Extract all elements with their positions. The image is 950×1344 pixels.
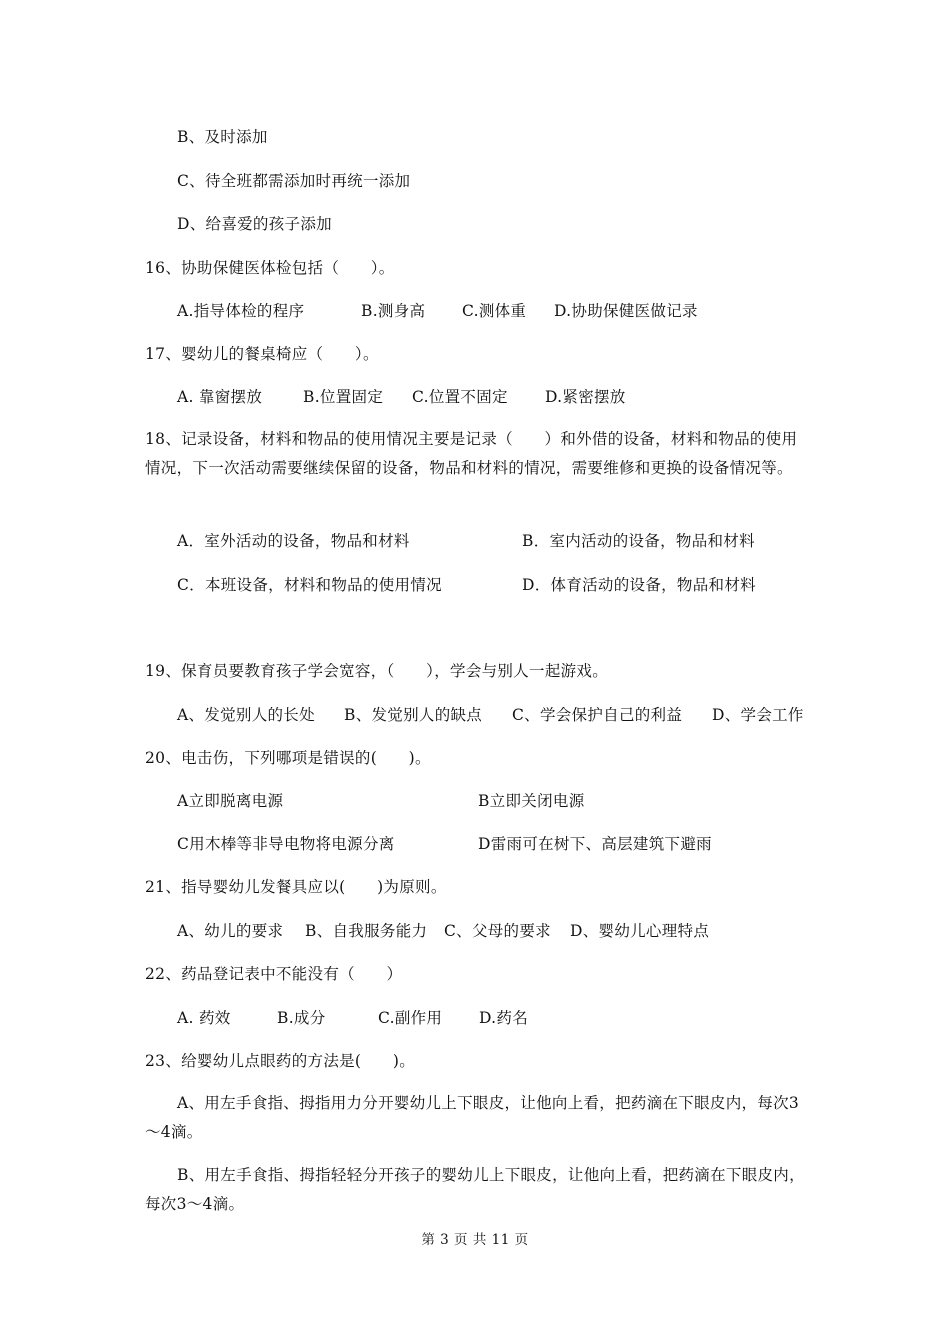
- page-footer: 第 3 页 共 11 页: [421, 1232, 529, 1248]
- q20-option-a: A立即脱离电源: [177, 792, 284, 810]
- q18-option-d: D．体育活动的设备，物品和材料: [522, 576, 756, 594]
- q15-option-b: B、及时添加: [177, 128, 268, 146]
- q18-stem: 18、记录设备，材料和物品的使用情况主要是记录（ ）和外借的设备，材料和物品的使用情况，下一次活动需要继续保留的设备，物品和材料的情况，需要维修和更换的设备情况等。: [145, 430, 798, 477]
- q19-stem: 19、保育员要教育孩子学会宽容，（ ），学会与别人一起游戏。: [145, 662, 609, 680]
- q19-option-c: C、学会保护自己的利益: [512, 706, 683, 724]
- q21-option-a: A、幼儿的要求: [177, 922, 284, 940]
- q20-option-d: D雷雨可在树下、高层建筑下避雨: [478, 835, 712, 853]
- q22-option-b: B.成分: [277, 1009, 326, 1027]
- q16-option-a: A.指导体检的程序: [177, 302, 305, 320]
- q18-option-a: A．室外活动的设备，物品和材料: [177, 532, 410, 550]
- q16-option-c: C.测体重: [462, 302, 527, 320]
- q23-option-b: B、用左手食指、拇指轻轻分开孩子的婴幼儿上下眼皮，让他向上看，把药滴在下眼皮内，每次3～4滴。: [145, 1166, 805, 1213]
- q20-stem: 20、电击伤，下列哪项是错误的( )。: [145, 749, 431, 767]
- q23-stem: 23、给婴幼儿点眼药的方法是( )。: [145, 1052, 416, 1070]
- q22-option-d: D.药名: [479, 1009, 529, 1027]
- q17-option-b: B.位置固定: [303, 388, 384, 406]
- q22-option-c: C.副作用: [378, 1009, 443, 1027]
- q19-option-d: D、学会工作: [712, 706, 804, 724]
- q17-option-d: D.紧密摆放: [545, 388, 626, 406]
- q21-option-d: D、婴幼儿心理特点: [570, 922, 710, 940]
- q20-option-c: C用木棒等非导电物将电源分离: [177, 835, 395, 853]
- q20-option-b: B立即关闭电源: [478, 792, 585, 810]
- q15-option-c: C、待全班都需添加时再统一添加: [177, 172, 411, 190]
- q23-option-a: A、用左手食指、拇指用力分开婴幼儿上下眼皮，让他向上看，把药滴在下眼皮内，每次3～4滴。: [145, 1094, 800, 1141]
- q18-option-c: C．本班设备，材料和物品的使用情况: [177, 576, 442, 594]
- q17-option-c: C.位置不固定: [412, 388, 508, 406]
- q19-option-b: B、发觉别人的缺点: [344, 706, 483, 724]
- q16-option-d: D.协助保健医做记录: [554, 302, 698, 320]
- q22-option-a: A. 药效: [177, 1009, 231, 1027]
- q16-option-b: B.测身高: [361, 302, 426, 320]
- q21-option-b: B、自我服务能力: [305, 922, 428, 940]
- q15-option-d: D、给喜爱的孩子添加: [177, 215, 332, 233]
- q22-stem: 22、药品登记表中不能没有（ ）: [145, 965, 403, 983]
- q21-stem: 21、指导婴幼儿发餐具应以( )为原则。: [145, 878, 447, 896]
- q17-stem: 17、婴幼儿的餐桌椅应（ ）。: [145, 345, 379, 363]
- q18-option-b: B．室内活动的设备，物品和材料: [522, 532, 755, 550]
- q16-stem: 16、协助保健医体检包括（ ）。: [145, 259, 395, 277]
- q19-option-a: A、发觉别人的长处: [177, 706, 315, 724]
- q17-option-a: A. 靠窗摆放: [177, 388, 263, 406]
- q21-option-c: C、父母的要求: [444, 922, 551, 940]
